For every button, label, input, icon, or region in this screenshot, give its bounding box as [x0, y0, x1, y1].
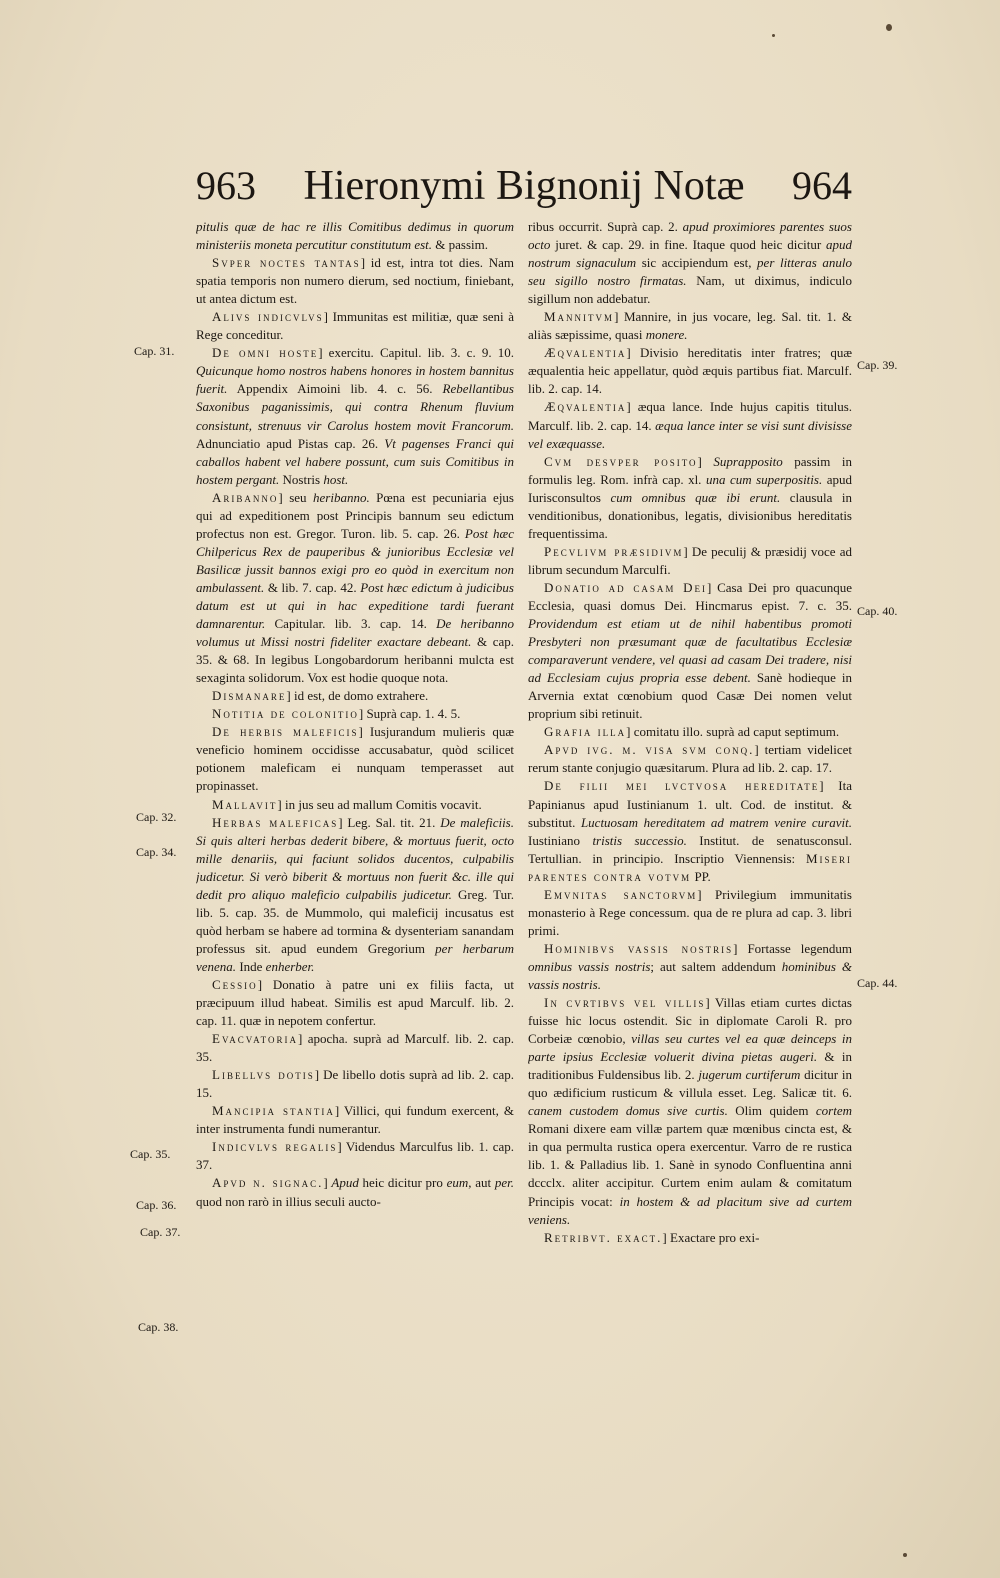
text-run: ] Ita Papinianus apud Iustinianum 1. ult. Cod. de institut. & substitut.: [528, 778, 852, 830]
text-run: PP.: [691, 868, 711, 884]
quoted-text: host.: [323, 471, 349, 487]
lemma-heading: Cessio: [212, 976, 258, 992]
paragraph: [196, 723, 514, 795]
quoted-text: omnibus vassis nostris: [528, 958, 651, 974]
paragraph: [528, 398, 852, 452]
margin-note-cap-34: Cap. 34.: [136, 845, 177, 859]
lemma-heading: Mannitvm: [544, 309, 615, 325]
lemma-heading: Svper noctes tantas: [212, 255, 361, 271]
margin-note-cap-40: Cap. 40.: [857, 604, 898, 618]
quoted-text: canem custodem domus sive curtis.: [528, 1103, 728, 1119]
quoted-text: Providendum est etiam ut de nihil habentibus promoti Presbyteri non præsumant quæ de facultatibus Ecclesiæ comparaverunt vendere, vel quasi ad casam Dei tradere, nisi ad Ecclesiam cujus propria esse debent.: [528, 616, 852, 686]
lemma-heading: Herbas maleficas: [212, 814, 339, 830]
quoted-text: apud proximiores parentes suos octo: [528, 219, 852, 253]
text-run: ] Fortasse legendum: [733, 940, 852, 956]
text-run: Greg. Tur. lib. 5. cap. 35. de Mummolo, qui maleficij incusatus est quòd herbam se habere ad tormina & dysenteriam sanandam professus sit. apud eundem Gregorium: [196, 886, 514, 956]
text-run: & in traditionibus Fuldensibus lib. 2.: [528, 1049, 852, 1083]
quoted-text: villas seu curtes vel ea quæ deinceps in parte ipsius Ecclesiæ voluerit divina pietas augeri.: [528, 1031, 852, 1065]
quoted-text: Vt pagenses Franci qui caballos habent vel habere possunt, cum suis Comitibus in hostem pergant.: [196, 435, 514, 487]
text-run: ] Privilegium immunitatis monasterio à Rege concessum. qua de re plura ad cap. 3. libri primi.: [528, 886, 852, 938]
text-run: & cap. 35. & 68. In legibus Longobardorum heribanni mulcta est sexaginta solidorum. Vox est hodie quoque nota.: [196, 634, 514, 686]
text-run: ] Villas etiam curtes dictas fuisse hic locus ostendit. Sic in diplomate Caroli R. pro Corbeiæ cœnobio,: [528, 995, 852, 1047]
quoted-text: in hostem & ad placitum sive ad curtem veniens.: [528, 1193, 852, 1227]
paragraph: [528, 1229, 852, 1247]
paragraph: [528, 218, 852, 308]
quoted-text: Rebellantibus Saxonibus paganissimis, qui contra Rhenum fluvium consistunt, strenuus vir Carolus hostem movit Francorum.: [196, 381, 514, 433]
right-text-column: [528, 218, 852, 1388]
quoted-text: Luctuosam hereditatem ad matrem venire curavit.: [580, 814, 852, 830]
text-run: heic dicitur pro: [358, 1175, 447, 1191]
text-run: ; aut saltem addendum: [650, 958, 782, 974]
text-run: juret. & cap. 29. in fine. Itaque quod heic dicitur: [550, 237, 826, 253]
quoted-text: per herbarum venena.: [196, 940, 514, 974]
lemma-heading: De omni hoste: [212, 345, 319, 361]
text-run: passim in formulis leg. Rom. infrà cap. xl.: [528, 453, 852, 487]
text-run: ] Divisio hereditatis inter fratres; quæ æqualentia heic appellatur, quòd æquis partibus fiat. Marculf. lib. 2. cap. 14.: [528, 345, 852, 397]
quoted-text: una cum superpositis.: [705, 471, 823, 487]
paragraph: [196, 705, 514, 723]
text-run: ] Villici, qui fundum exercent, & inter instrumenta fundi numerantur.: [196, 1103, 514, 1137]
quoted-text: æqua lance inter se visi sunt divisisse vel exæquasse.: [528, 417, 852, 451]
quoted-text: hominibus & vassis nostris.: [528, 958, 852, 992]
text-run: ] id est, intra tot dies. Nam spatia temporis non numero dierum, sed noctium, finiebant, ut antea dictum est.: [196, 255, 514, 307]
left-text-column: [196, 218, 514, 1388]
text-run: ]: [697, 453, 714, 469]
paragraph: [528, 940, 852, 994]
margin-note-cap-39: Cap. 39.: [857, 358, 898, 372]
text-run: dicitur in quo ædificium rusticum & villula esset. Leg. Salicæ tit. 6.: [528, 1067, 852, 1101]
text-run: ] Leg. Sal. tit. 21.: [338, 814, 441, 830]
lemma-heading: Retribvt. exact.: [544, 1229, 663, 1245]
text-run: Romani dixere eam villæ partem quæ mœnibus cincta est, & in qua permulta rustica opera exercentur. Varro de re rustica lib. 1. & Palladius lib. 1. Sanè in synodo Confluentina anni dccclx. aliter accipitur. Curtem enim aulam & comitatum Principis vocat:: [528, 1121, 852, 1209]
quoted-text: jugerum curtiferum: [698, 1067, 801, 1083]
text-run: Inde: [236, 958, 266, 974]
text-run: & lib. 7. cap. 42.: [264, 579, 361, 595]
lemma-heading: Evacvatoria: [212, 1031, 298, 1047]
quoted-text: Quicunque homo nostros habens honores in hostem bannitus fuerit.: [196, 363, 514, 397]
lemma-heading: Dismanare: [212, 688, 287, 704]
text-run: ] Immunitas est militiæ, quæ seni à Rege conceditur.: [196, 309, 514, 343]
text-run: Adnunciatio apud Pistas cap. 26.: [196, 435, 385, 451]
text-run: sic accipiendum est,: [636, 255, 758, 271]
paragraph: [196, 1030, 514, 1066]
lemma-heading: Hominibvs vassis nostris: [544, 940, 734, 956]
paragraph: [196, 218, 514, 254]
paragraph: [196, 254, 514, 308]
quoted-text: Suprapposito: [713, 453, 783, 469]
text-run: & passim.: [432, 237, 489, 253]
text-run: Nam, ut diximus, indiculo sigillum non addebatur.: [528, 273, 852, 307]
quoted-text: per litteras anulo seu sigillo nostro firmatas.: [528, 255, 852, 289]
paragraph: [528, 723, 852, 741]
quoted-text: Post hæc edictum à judicibus datum est ut qui in hac expeditione tardi fuerant damnarentur.: [196, 579, 514, 632]
lemma-heading: Grafia illa: [544, 724, 627, 740]
text-run: ] Mannire, in jus vocare, leg. Sal. tit. 1. & aliàs sæpissime, quasi: [528, 309, 852, 343]
paragraph: [528, 886, 852, 940]
lemma-heading: Mallavit: [212, 796, 278, 812]
paragraph: [196, 976, 514, 1030]
quoted-text: Apud: [331, 1175, 359, 1191]
paragraph: [196, 308, 514, 344]
text-run: Institut. de senatusconsul. Tertullian. in principio. Inscriptio Viennensis:: [528, 832, 852, 866]
paragraph: [528, 741, 852, 777]
lemma-heading: Alivs indicvlvs: [212, 309, 324, 325]
text-run: ] Suprà cap. 1. 4. 5.: [358, 706, 461, 722]
text-run: ] De libello dotis suprà ad lib. 2. cap. 15.: [196, 1067, 514, 1101]
ink-spot: [886, 24, 892, 31]
margin-note-cap-35: Cap. 35.: [130, 1147, 171, 1161]
lemma-heading: Aribanno: [212, 489, 279, 505]
text-run: ribus occurrit. Suprà cap. 2.: [528, 219, 683, 234]
paragraph: [196, 814, 514, 976]
text-run: , aut: [468, 1175, 495, 1191]
lemma-heading: Apvd n. signac.: [212, 1175, 324, 1191]
margin-note-cap-32: Cap. 32.: [136, 810, 177, 824]
text-run: ] Donatio à patre uni ex filiis facta, ut præcipuum illud habeat. Similis est apud Marculf. lib. 2. cap. 11. quæ in nepotem confertur.: [196, 976, 514, 1029]
paragraph: [196, 1102, 514, 1138]
quoted-text: monere.: [645, 327, 688, 343]
quoted-text: cortem: [815, 1103, 852, 1119]
paragraph: [196, 687, 514, 705]
lemma-heading: Æqvalentia: [544, 399, 627, 415]
text-run: Appendix Aimoini lib. 4. c. 56.: [227, 381, 443, 397]
text-run: ] Iusjurandum mulieris quæ veneficio hominem occidisse accusabatur, quòd scilicet potionem maleficam ei nunquam temperasset aut propinasset.: [196, 724, 514, 794]
margin-note-cap-36: Cap. 36.: [136, 1198, 177, 1212]
quoted-text: De heribanno volumus ut Missi nostri fideliter exactare debeant.: [196, 616, 514, 650]
text-run: Nostris: [279, 471, 324, 487]
paragraph: [528, 453, 852, 543]
text-run: apud Iurisconsultos: [528, 471, 852, 505]
margin-note-cap-38: Cap. 38.: [138, 1320, 179, 1334]
lemma-heading: Mancipia stantia: [212, 1103, 335, 1119]
lemma-heading: Libellvs dotis: [212, 1067, 315, 1083]
lemma-heading: Apvd ivg. m. visa svm conq.: [544, 742, 755, 758]
lemma-heading: Æqvalentia: [544, 345, 627, 361]
text-run: Iustiniano: [528, 832, 593, 848]
text-run: ] De peculij & præsidij voce ad librum secundum Marculfi.: [528, 543, 852, 577]
text-run: ] Videndus Marculfus lib. 1. cap. 37.: [196, 1139, 514, 1173]
text-run: ] Casa Dei pro quacunque Ecclesia, quasi domus Dei. Hincmarus epist. 7. c. 35.: [528, 579, 852, 613]
paragraph: [528, 543, 852, 579]
lemma-heading: Pecvlivm præsidivm: [544, 543, 684, 559]
text-run: ] æqua lance. Inde hujus capitis titulus. Marculf. lib. 2. cap. 14.: [528, 399, 852, 433]
quoted-text: apud nostrum signaculum: [528, 237, 852, 271]
lemma-heading: Emvnitas sanctorvm: [544, 886, 698, 902]
text-run: quod non rarò in illius seculi aucto-: [196, 1193, 381, 1209]
text-run: ]: [323, 1175, 332, 1191]
text-run: ] tertiam videlicet rerum stante conjugio quæsitarum. Plura ad lib. 2. cap. 17.: [528, 742, 852, 776]
paragraph: [528, 308, 852, 344]
quoted-text: enherber.: [265, 958, 315, 974]
quoted-text: Post hæc Chilpericus Rex de pauperibus & junioribus Ecclesiæ vel Basilicæ jussit bannos exigi pro eo quòd in exercitum non ambulassent.: [196, 525, 514, 595]
quoted-text: heribanno.: [313, 489, 370, 505]
quoted-text: eum: [446, 1175, 469, 1191]
paragraph: [528, 994, 852, 1229]
text-run: ] id est, de domo extrahere.: [286, 688, 429, 704]
margin-note-cap-31: Cap. 31.: [134, 344, 175, 358]
text-run: Olim quidem: [727, 1103, 816, 1119]
margin-note-cap-44: Cap. 44.: [857, 976, 898, 990]
text-run: ] apocha. suprà ad Marculf. lib. 2. cap. 35.: [196, 1031, 514, 1065]
lemma-heading: De herbis maleficis: [212, 724, 359, 740]
paragraph: [528, 579, 852, 723]
page-number-left: 963: [196, 163, 256, 208]
quoted-text: tristis successio.: [592, 832, 687, 848]
text-run: ] seu: [278, 489, 313, 505]
lemma-heading: Notitia de colonitio: [212, 706, 359, 722]
paragraph: [528, 777, 852, 885]
quoted-text: cum omnibus quæ ibi erunt.: [610, 489, 781, 505]
paragraph: [196, 344, 514, 488]
text-run: Capitular. lib. 3. cap. 14.: [265, 616, 437, 632]
text-run: ] in jus seu ad mallum Comitis vocavit.: [277, 796, 482, 812]
margin-note-cap-37: Cap. 37.: [140, 1225, 181, 1239]
page-number-right: 964: [792, 163, 852, 208]
paragraph: [196, 1138, 514, 1174]
lemma-heading: Donatio ad casam Dei: [544, 579, 708, 595]
ink-spot: [772, 34, 775, 37]
lemma-heading: Indicvlvs regalis: [212, 1139, 338, 1155]
text-run: Pœna est pecuniaria ejus qui ad expeditionem post Principis bannum seu edictum profectus non est. Gregor. Turon. lib. 5. cap. 26.: [196, 489, 514, 541]
paragraph: [196, 1066, 514, 1102]
quoted-text: per.: [494, 1175, 514, 1191]
paragraph: [528, 344, 852, 398]
lemma-heading: De filii mei lvctvosa hereditate: [544, 778, 820, 794]
text-run: ] Exactare pro exi-: [662, 1229, 760, 1245]
lemma-heading: Miseri parentes contra votvm: [528, 850, 852, 884]
paragraph: [196, 1174, 514, 1210]
quoted-text: pitulis quæ de hac re illis Comitibus dedimus in quorum ministeriis moneta percutitur constitutum est.: [196, 219, 514, 253]
page-header: [196, 160, 852, 212]
ink-spot: [903, 1553, 907, 1557]
lemma-heading: In cvrtibvs vel villis: [544, 995, 706, 1011]
quoted-text: De maleficiis. Si quis alteri herbas dederit bibere, & mortuus fuerit, octo mille denariis, qui faciunt solidos ducentos, culpabilis judicetur. Si verò biberit & mortuus non fuerit &c. ille qui dedit pro aliquo maleficio culpabilis judicetur.: [196, 814, 514, 902]
text-run: clausula in venditionibus, donationibus, legatis, divisionibus hereditatis frequentissima.: [528, 489, 852, 541]
text-run: ] comitatu illo. suprà ad caput septimum.: [626, 724, 840, 740]
lemma-heading: Cvm desvper posito: [544, 453, 698, 469]
text-run: ] exercitu. Capitul. lib. 3. c. 9. 10.: [318, 345, 514, 361]
paragraph: [196, 489, 514, 688]
running-title: Hieronymi Bignonij Notæ: [303, 163, 745, 209]
paragraph: [196, 796, 514, 814]
text-run: Sanè hodieque in Arvernia extat cœnobium quod Casæ Dei nomen velut proprium sibi retinuit.: [528, 670, 852, 722]
